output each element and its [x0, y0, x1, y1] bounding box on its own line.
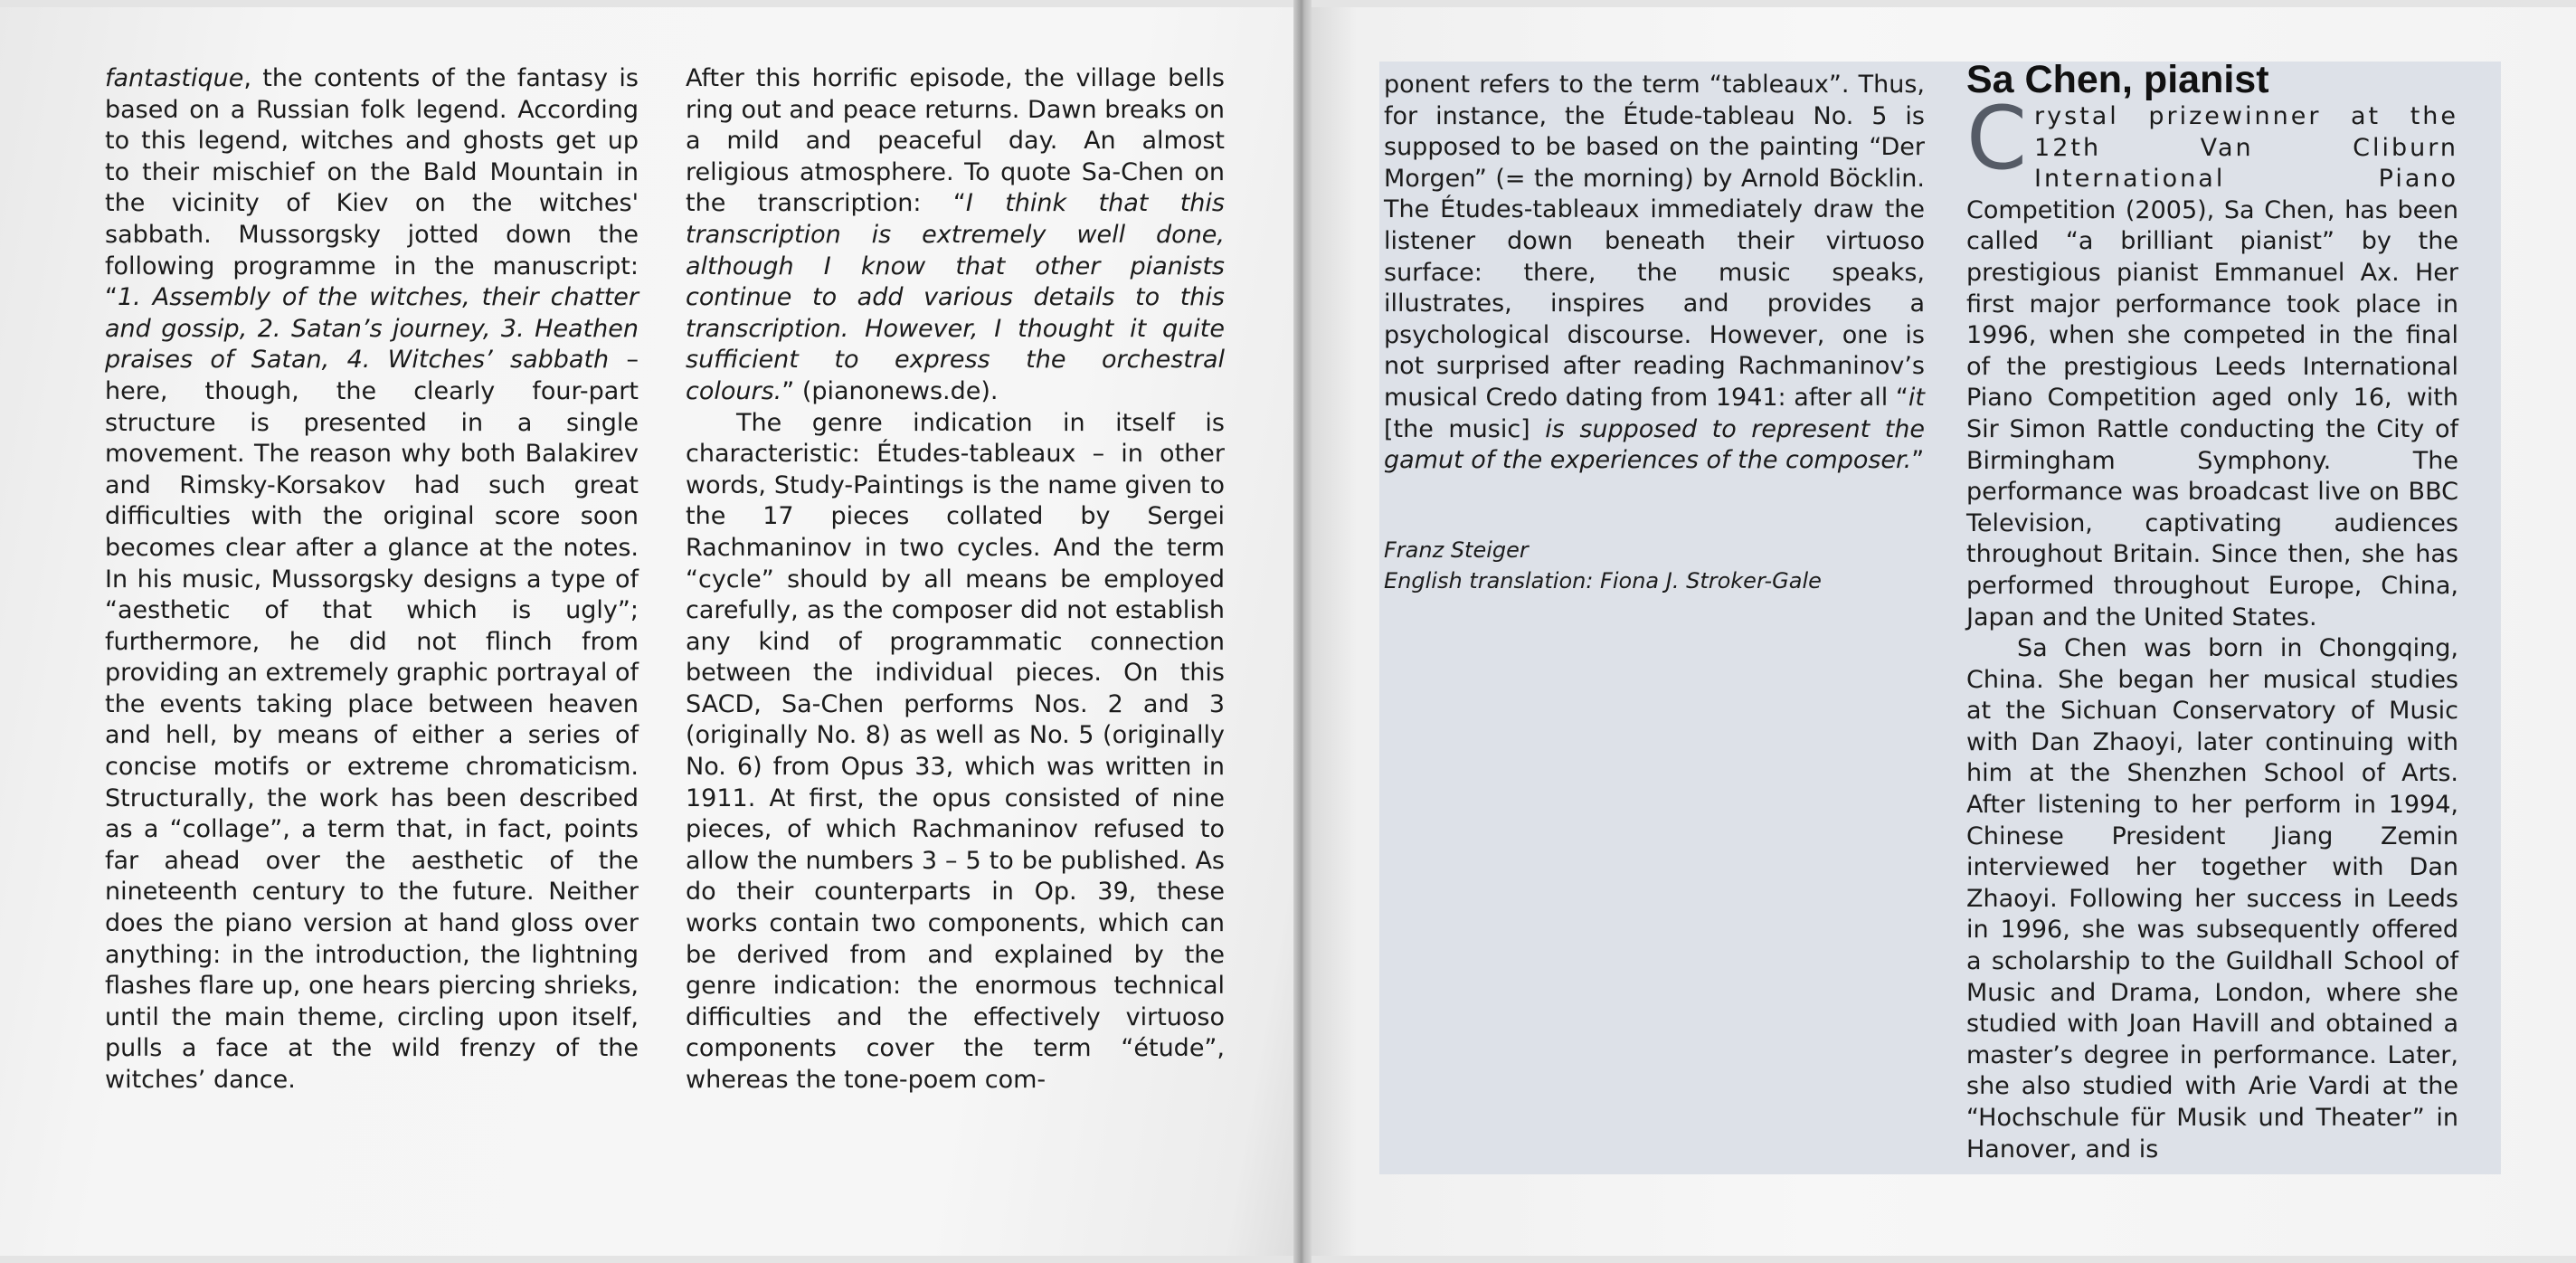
italic-text: fantastique [105, 64, 244, 92]
text-span: rystal prizewinner at the 12th Van Cliburn International Piano [2034, 102, 2458, 194]
bio-title: Sa Chen, pianist [1966, 58, 2269, 101]
paragraph [1384, 70, 1925, 477]
text-span: After this horrific episode, the village bells ring out and peace returns. Dawn breaks on a mild and peaceful day. An almost religious atmosphere. To quote Sa-Chen on the transcription: “ [686, 64, 1225, 218]
right-column-2 [1966, 88, 2458, 1165]
text-span: , the contents of the fantasy is based on a Russian folk legend. According to this legend, witches and ghosts get up to their mischief on the Bald Mountain in the vicinity of Kiev on the witches' sabbath. Mussorgsky jotted down the following programme in the manuscript: “ [105, 64, 639, 312]
italic-text: it [1908, 383, 1925, 412]
text-span: ponent refers to the term “tableaux”. Thus, for instance, the Étude-tableau No. 5 is supposed to be based on the painting “Der Morgen” (= the morning) by Arnold Böcklin. The Études-tableaux immediately draw the listener down beneath their virtuoso surface: there, the music speaks, illustrates, inspires and provides a psychological discourse. However, one is not surprised after reading Rachmaninov’s musical Credo dating from 1941: after all “ [1384, 71, 1925, 412]
paragraph [686, 63, 1225, 408]
text-span: [the music] [1384, 414, 1546, 443]
text-span: – here, though, the clearly four-part structure is presented in a single movement. The reason why both Balakirev and Rimsky-Korsakov had such great difficulties with the original score soon becomes clear after a glance at the notes. In his music, Mussorgsky designs a type of “aesthetic of that which is ugly”; furthermore, he did not flinch from providing an extremely graphic portrayal of the events taking place between heaven and hell, by means of either a series of concise motifs or extreme chromaticism. Structurally, the work has been described as a “collage”, a term that, in fact, points far ahead over the aesthetic of the nineteenth century to the future. Neither does the piano version at hand gloss over anything: in the introduction, the lightning flashes flare up, one hears piercing shrieks, until the main theme, circling upon itself, pulls a face at the wild frenzy of the witches’ dance. [105, 346, 639, 1094]
author-name: Franz Steiger [1384, 537, 1529, 563]
paragraph [105, 63, 639, 1097]
translator-credit: English translation: Fiona J. Stroker-Gale [1384, 567, 1822, 594]
italic-text: 1. Assembly of the witches, their chatter and gossip, 2. Satan’s journey, 3. Heathen praises of Satan, 4. Witches’ sabbath [105, 283, 639, 375]
drop-cap: C [1966, 88, 2028, 189]
right-column-1 [1384, 70, 1925, 596]
book-gutter [1293, 0, 1312, 1263]
quote-italic: I think that this transcription is extremely well done, although I know that other pianists continue to add various details to this transcription. However, I thought it quite sufficient to express the orchestral colours. [686, 189, 1225, 405]
left-column-2 [686, 63, 1225, 1097]
paragraph: The genre indication in itself is characteristic: Études-tableaux – in other words, Study-Paintings is the name given to the 17 pieces collated by Sergei Rachmaninov in two cycles. And the term “cycle” should by all means be employed carefully, as the composer did not establish any kind of programmatic connection between the individual pieces. On this SACD, Sa-Chen performs Nos. 2 and 3 (originally No. 8) as well as No. 5 (originally No. 6) from Opus 33, which was written in 1911. At first, the opus consisted of nine pieces, of which Rachmaninov refused to allow the numbers 3 – 5 to be published. As do their counterparts in Op. 39, these works contain two components, which can be derived from and explained by the genre indication: the enormous technical difficulties and the effectively virtuoso components cover the term “étude”, whereas the tone-poem com- [686, 408, 1225, 1094]
text-span: Competition (2005), Sa Chen, has been called “a brilliant pianist” by the prestigious pianist Emmanuel Ax. Her first major performance took place in 1996, when she competed in the final of the prestigious Leeds International Piano Competition aged only 16, with Sir Simon Rattle conducting the City of Birmingham Symphony. The performance was broadcast live on BBC Television, captivating audiences throughout Britain. Since then, she has performed throughout Europe, China, Japan and the United States. [1966, 195, 2458, 632]
left-column-1 [105, 63, 639, 1097]
paragraph: Sa Chen was born in Chongqing, China. She began her musical studies at the Sichuan Conservatory of Music with Dan Zhaoyi, later continuing with him at the Shenzhen School of Arts. After listening to her perform in 1994, Chinese President Jiang Zemin interviewed her together with Dan Zhaoyi. Following her success in Leeds in 1996, she was subsequently offered a scholarship to the Guildhall School of Music and Drama, London, where she studied with Joan Havill and obtained a master’s degree in performance. Later, she also studied with Arie Vardi at the “Hochschule für Musik und Theater” in Hanover, and is [1966, 634, 2458, 1163]
paragraph [1966, 88, 2458, 633]
text-span: ” (pianonews.de). [781, 376, 999, 405]
italic-text: is supposed to represent the gamut of the experiences of the composer. [1384, 414, 1925, 475]
text-span: ” [1911, 446, 1925, 475]
